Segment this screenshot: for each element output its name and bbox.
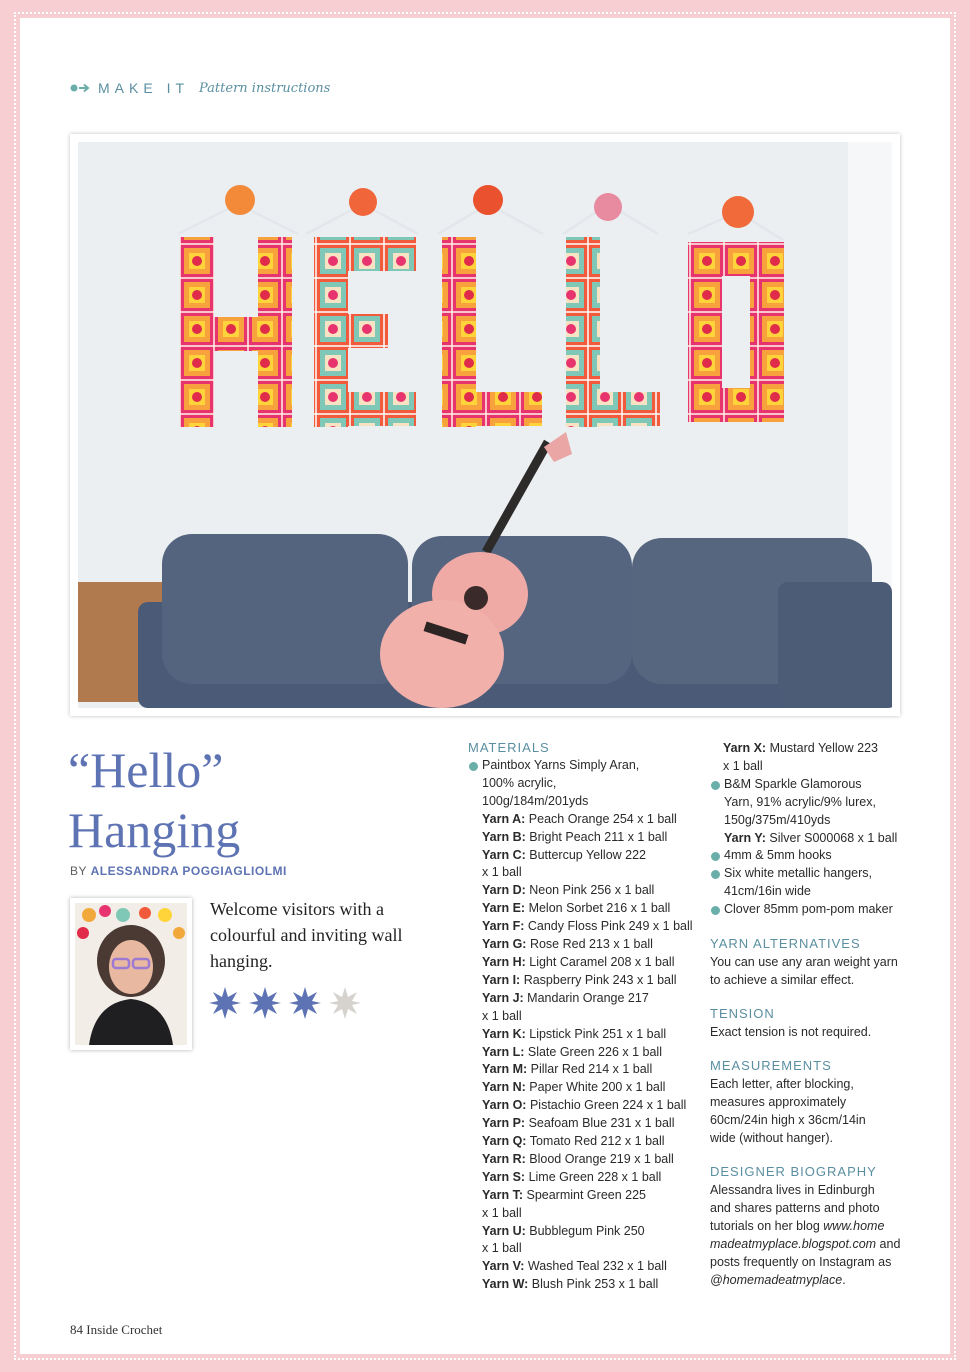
author-name: ALESSANDRA POGGIAGLIOLMI bbox=[90, 864, 287, 878]
byline bbox=[70, 864, 287, 878]
yarn-desc: Peach Orange 254 x 1 ball bbox=[528, 811, 677, 826]
yarn-item bbox=[468, 900, 698, 918]
yarn-item bbox=[468, 1223, 698, 1241]
yarn-label: Yarn C: bbox=[482, 847, 526, 862]
byline-prefix: BY bbox=[70, 864, 87, 878]
yarn-desc: Blush Pink 253 x 1 ball bbox=[531, 1277, 659, 1292]
yarn-alternatives-line: to achieve a similar effect. bbox=[710, 973, 855, 988]
star-empty-icon bbox=[328, 986, 362, 1020]
yarn-label: Yarn J: bbox=[482, 990, 524, 1005]
yarn-y-line bbox=[710, 830, 910, 848]
yarn-item bbox=[468, 1151, 698, 1169]
author-portrait bbox=[75, 903, 187, 1045]
materials-item-cont: 100g/184m/201yds bbox=[482, 793, 589, 808]
yarn-label: Yarn N: bbox=[482, 1080, 526, 1095]
biography-line bbox=[710, 1271, 910, 1289]
yarn-label: Yarn A: bbox=[482, 811, 526, 826]
yarn-label: Yarn W: bbox=[482, 1277, 529, 1292]
yarn-item-cont: x 1 ball bbox=[482, 865, 522, 880]
yarn-item bbox=[468, 1079, 698, 1097]
hangers-item: Six white metallic hangers, bbox=[710, 865, 910, 883]
yarn-label: Yarn R: bbox=[482, 1151, 526, 1166]
yarn-list bbox=[468, 811, 698, 1294]
yarn-desc: Seafoam Blue 231 x 1 ball bbox=[528, 1116, 675, 1131]
subsection-label: Pattern instructions bbox=[199, 80, 331, 96]
page-footer bbox=[70, 1322, 162, 1338]
yarn-label: Yarn I: bbox=[482, 972, 521, 987]
yarn-label: Yarn V: bbox=[482, 1259, 525, 1274]
yarn-label: Yarn P: bbox=[482, 1116, 526, 1131]
yarn-label: Yarn F: bbox=[482, 919, 525, 934]
tension-heading: TENSION bbox=[710, 1006, 775, 1022]
materials-item-cont: 100% acrylic, bbox=[482, 775, 557, 790]
biography-text: tutorials on her blog bbox=[710, 1219, 824, 1234]
yarn-item-cont: x 1 ball bbox=[482, 1205, 522, 1220]
yarn-label: Yarn K: bbox=[482, 1026, 526, 1041]
yarn-desc: Paper White 200 x 1 ball bbox=[529, 1080, 666, 1095]
article-title bbox=[68, 740, 398, 860]
yarn-label: Yarn H: bbox=[482, 954, 526, 969]
star-filled-icon bbox=[288, 986, 322, 1020]
section-header bbox=[70, 78, 330, 98]
biography-text: and bbox=[876, 1237, 901, 1252]
yarn-item bbox=[468, 954, 698, 972]
yarn-y-desc: Silver S000068 x 1 ball bbox=[769, 830, 898, 845]
yarn-item bbox=[468, 1169, 698, 1187]
star-filled-icon bbox=[248, 986, 282, 1020]
star-filled-icon bbox=[208, 986, 242, 1020]
yarn-item bbox=[468, 918, 698, 936]
yarn-desc: Light Caramel 208 x 1 ball bbox=[529, 954, 675, 969]
tension-text: Exact tension is not required. bbox=[710, 1025, 872, 1040]
page-number: 84 bbox=[70, 1322, 83, 1337]
biography-line: and shares patterns and photo bbox=[710, 1201, 880, 1216]
title-line-1: “Hello” bbox=[68, 742, 224, 798]
yarn-desc: Slate Green 226 x 1 ball bbox=[527, 1044, 662, 1059]
yarn-desc: Raspberry Pink 243 x 1 ball bbox=[523, 972, 677, 987]
hangers-cont: 41cm/16in wide bbox=[724, 884, 811, 899]
yarn-desc: Washed Teal 232 x 1 ball bbox=[527, 1259, 667, 1274]
hero-photo bbox=[78, 142, 892, 708]
yarn-alternatives-heading: YARN ALTERNATIVES bbox=[710, 936, 861, 952]
pompom-item: Clover 85mm pom-pom maker bbox=[710, 901, 910, 919]
biography-line bbox=[710, 1235, 910, 1253]
yarn-desc: Lime Green 228 x 1 ball bbox=[528, 1169, 662, 1184]
yarn-desc: Neon Pink 256 x 1 ball bbox=[529, 883, 655, 898]
yarn-label: Yarn O: bbox=[482, 1098, 527, 1113]
yarn-item bbox=[468, 811, 698, 829]
title-line-2: Hanging bbox=[68, 802, 241, 858]
yarn-item bbox=[468, 990, 698, 1008]
yarn-label: Yarn B: bbox=[482, 829, 526, 844]
yarn-item-cont: x 1 ball bbox=[482, 1241, 522, 1256]
yarn-label: Yarn M: bbox=[482, 1062, 528, 1077]
yarn-item bbox=[468, 1097, 698, 1115]
yarn-item bbox=[468, 972, 698, 990]
hooks-item: 4mm & 5mm hooks bbox=[710, 847, 910, 865]
blog-link-cont[interactable]: madeatmyplace.blogspot.com bbox=[710, 1237, 877, 1252]
yarn-desc: Blood Orange 219 x 1 ball bbox=[529, 1151, 674, 1166]
sparkle-yarn-cont: 150g/375m/410yds bbox=[724, 812, 831, 827]
biography-line: Alessandra lives in Edinburgh bbox=[710, 1183, 875, 1198]
yarn-desc: Buttercup Yellow 222 bbox=[529, 847, 647, 862]
yarn-item bbox=[468, 1026, 698, 1044]
yarn-desc: Bubblegum Pink 250 bbox=[529, 1223, 645, 1238]
yarn-item bbox=[468, 1133, 698, 1151]
biography-line bbox=[710, 1217, 910, 1235]
measurements-line: Each letter, after blocking, bbox=[710, 1077, 854, 1092]
yarn-item bbox=[468, 847, 698, 865]
yarn-item bbox=[468, 1276, 698, 1294]
yarn-label: Yarn D: bbox=[482, 883, 526, 898]
yarn-item bbox=[468, 1187, 698, 1205]
yarn-x-line bbox=[710, 740, 910, 758]
yarn-desc: Rose Red 213 x 1 ball bbox=[529, 937, 653, 952]
sparkle-yarn-item: B&M Sparkle Glamorous bbox=[710, 776, 910, 794]
biography-line: posts frequently on Instagram as bbox=[710, 1255, 892, 1270]
yarn-y-label: Yarn Y: bbox=[724, 830, 766, 845]
yarn-label: Yarn L: bbox=[482, 1044, 525, 1059]
magazine-name: Inside Crochet bbox=[86, 1322, 163, 1337]
yarn-item bbox=[468, 882, 698, 900]
measurements-line: wide (without hanger). bbox=[710, 1131, 833, 1146]
yarn-desc: Melon Sorbet 216 x 1 ball bbox=[528, 901, 671, 916]
yarn-desc: Mandarin Orange 217 bbox=[527, 990, 649, 1005]
yarn-item bbox=[468, 936, 698, 954]
instagram-handle-link[interactable]: @homemadeatmyplace bbox=[710, 1273, 843, 1288]
details-column bbox=[710, 740, 910, 1289]
biography-text: . bbox=[842, 1273, 846, 1288]
yarn-x-desc: Mustard Yellow 223 bbox=[769, 741, 878, 755]
measurements-line: 60cm/24in high x 36cm/14in bbox=[710, 1113, 866, 1128]
materials-column bbox=[468, 740, 698, 1294]
yarn-label: Yarn G: bbox=[482, 937, 527, 952]
yarn-x-cont: x 1 ball bbox=[723, 758, 763, 773]
sparkle-yarn-cont: Yarn, 91% acrylic/9% lurex, bbox=[724, 794, 876, 809]
arrow-icon bbox=[70, 83, 90, 93]
yarn-item bbox=[468, 1061, 698, 1079]
materials-item: Paintbox Yarns Simply Aran, bbox=[468, 757, 698, 775]
intro-text: Welcome visitors with a colourful and inviting wall hanging. bbox=[210, 899, 403, 971]
yarn-x-label: Yarn X: bbox=[723, 741, 767, 755]
yarn-desc: Pistachio Green 224 x 1 ball bbox=[529, 1098, 687, 1113]
yarn-desc: Tomato Red 212 x 1 ball bbox=[529, 1134, 665, 1149]
yarn-label: Yarn T: bbox=[482, 1187, 523, 1202]
yarn-item bbox=[468, 1258, 698, 1276]
yarn-desc: Bright Peach 211 x 1 ball bbox=[529, 829, 668, 844]
yarn-item bbox=[468, 1115, 698, 1133]
yarn-desc: Lipstick Pink 251 x 1 ball bbox=[529, 1026, 667, 1041]
yarn-item bbox=[468, 829, 698, 847]
measurements-heading: MEASUREMENTS bbox=[710, 1058, 832, 1074]
yarn-item bbox=[468, 1044, 698, 1062]
yarn-label: Yarn U: bbox=[482, 1223, 526, 1238]
yarn-label: Yarn S: bbox=[482, 1169, 526, 1184]
yarn-label: Yarn E: bbox=[482, 901, 526, 916]
hero-photo-frame bbox=[70, 134, 900, 716]
measurements-line: measures approximately bbox=[710, 1095, 847, 1110]
author-photo bbox=[75, 903, 187, 1045]
hello-hanging-photo bbox=[78, 142, 892, 708]
difficulty-rating bbox=[208, 986, 362, 1020]
biography-heading: DESIGNER BIOGRAPHY bbox=[710, 1164, 877, 1180]
yarn-label: Yarn Q: bbox=[482, 1134, 527, 1149]
yarn-alternatives-line: You can use any aran weight yarn bbox=[710, 955, 898, 970]
materials-heading: MATERIALS bbox=[468, 740, 550, 755]
author-photo-frame bbox=[70, 898, 192, 1050]
yarn-desc: Candy Floss Pink 249 x 1 ball bbox=[527, 919, 693, 934]
section-label: MAKE IT bbox=[98, 80, 190, 96]
blog-link[interactable]: www.home bbox=[823, 1219, 885, 1234]
yarn-desc: Pillar Red 214 x 1 ball bbox=[530, 1062, 653, 1077]
yarn-item-cont: x 1 ball bbox=[482, 1008, 522, 1023]
yarn-desc: Spearmint Green 225 bbox=[526, 1187, 646, 1202]
